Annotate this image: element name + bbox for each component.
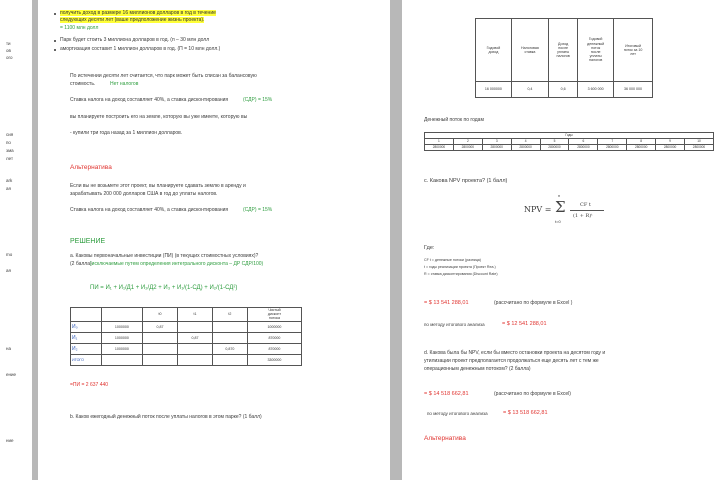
table-cell: [212, 321, 247, 332]
row-label: И₂: [71, 343, 102, 354]
question-d: утилизации проект предполагается продолжаться еще десять лет с тем же: [424, 358, 599, 364]
left-fragment: на: [6, 346, 11, 351]
table-cell: [177, 343, 212, 354]
table-cell: [143, 332, 178, 343]
table-row: [476, 82, 653, 98]
npv-result-manual: = $ 12 541 288,01: [502, 321, 547, 327]
table-cell: 9: [656, 139, 685, 145]
left-fragment: ark: [6, 178, 13, 183]
table-cell: t1: [177, 308, 212, 322]
table-cell: 10: [685, 139, 714, 145]
table-cell: Чистый дисконт потока: [247, 308, 301, 322]
table-cell: 1000000: [101, 332, 142, 343]
pi-result: =ПИ = 2 637 440: [70, 382, 109, 388]
table-row: [425, 145, 714, 151]
table-cell: 2800000: [540, 145, 569, 151]
npv-method-label: по методу итогового анализа: [424, 322, 485, 327]
section-heading-alternative: Альтернатива: [70, 164, 112, 171]
bullet-dot: [54, 13, 56, 15]
cashflow-params-table: [475, 18, 653, 98]
table-cell: 7: [598, 139, 627, 145]
left-fragment: зма: [6, 148, 14, 153]
paragraph-line: стоимость.: [70, 81, 96, 87]
table-cell: 0,870: [212, 343, 247, 354]
bullet-text: Парк будет стоить 3 миллиона долларов в год. (п – 30 млн долл: [60, 37, 210, 43]
table-cell: 16 000000: [476, 82, 512, 98]
paragraph-line: зарабатывать 200 000 долларов США в год до уплаты налогов.: [70, 191, 218, 197]
table-cell: 2800000: [569, 145, 598, 151]
left-fragment: mo: [6, 252, 13, 257]
left-page-fragment: [0, 0, 32, 480]
npv-lower-limit: t=0: [555, 219, 561, 224]
table-cell: 1000000: [101, 343, 142, 354]
paragraph-rate: (СДР) = 15%: [243, 207, 273, 213]
left-fragment: ого: [6, 55, 13, 60]
bullet-dot: [54, 49, 56, 51]
bullet-note: = 1100 млн долл: [60, 25, 99, 31]
table-cell: 8: [627, 139, 656, 145]
left-fragment: ая: [6, 186, 11, 191]
npv-result-excel: = $ 13 541 288,01: [424, 300, 469, 306]
row-label: И₀: [71, 321, 102, 332]
table-cell: [212, 354, 247, 365]
left-fragment: ти: [6, 41, 11, 46]
investment-table: [70, 307, 302, 366]
paragraph-line: Если вы не возьмете этот проект, вы планируете сдавать землю в аренду и: [70, 183, 246, 189]
left-fragment: ние: [6, 438, 14, 443]
bullet-text-highlight: следующих десяти лет (ваше предположение жизнь проекта).: [60, 17, 205, 23]
table-cell: [101, 308, 142, 322]
table-cell: [143, 354, 178, 365]
left-fragment: сия: [6, 132, 14, 137]
definition-line: CF t = денежные потоки (разница): [424, 258, 481, 262]
table-cell: [212, 332, 247, 343]
where-label: Где:: [424, 245, 435, 251]
table-cell: 36 000 000: [614, 82, 653, 98]
table-cell: Налоговая ставка: [511, 19, 548, 82]
paragraph-rate: (СДР) = 15%: [243, 97, 273, 103]
table-cell: [143, 343, 178, 354]
left-fragment: лет: [6, 156, 14, 161]
bullet-dot: [54, 40, 56, 42]
table-cell: 870000: [247, 343, 301, 354]
question-d: d. Какова была бы NPV, если бы вместо остановки проекта на десятом году и: [424, 350, 606, 356]
table-row: [71, 343, 302, 354]
npv-d-result-manual: = $ 13 518 662,81: [503, 410, 548, 416]
table-cell: Итоговый поток за 10 лет: [614, 19, 653, 82]
table-cell: [177, 321, 212, 332]
document-page-main: [38, 0, 390, 480]
question-c: c. Какова NPV проекта? (1 балл): [424, 178, 508, 184]
npv-numerator: CF t: [580, 202, 591, 208]
bullet-text: амортизация составит 1 миллион долларов в год. (П = 10 млн долл.): [60, 46, 221, 52]
npv-denominator: (1 + R)ᵗ: [573, 213, 593, 219]
npv-d-result-note: (рассчитано по формуле в Excel): [494, 391, 571, 397]
table-cell: Годовой доход: [476, 19, 512, 82]
table-cell: 870000: [247, 332, 301, 343]
table-cell: [177, 354, 212, 365]
sigma-icon: Σ: [555, 198, 566, 216]
flows-title: Денежный поток по годам: [424, 117, 484, 123]
definition-line: R = ставка дисконтирования (Discount Rate): [424, 272, 498, 276]
table-cell: 0,87: [177, 332, 212, 343]
table-cell: 3: [482, 139, 511, 145]
question-a-hint: (исключаемые путем определения интегрального дисконта – ДР СДР/100): [90, 261, 264, 267]
document-page-right: [402, 0, 720, 480]
table-cell: 1000000: [247, 321, 301, 332]
table-cell: 2800000: [627, 145, 656, 151]
table-cell: [101, 354, 142, 365]
paragraph-note: Нет налогов: [110, 81, 139, 87]
section-heading-alternative: Альтернатива: [424, 435, 466, 442]
npv-upper-limit: n: [558, 193, 561, 198]
bullet-text-highlight: получить доход в размере 16 миллионов долларов в год в течение: [60, 10, 216, 16]
table-header-row: [476, 19, 653, 82]
table-cell: 0,6: [549, 82, 578, 98]
table-cell: 2800000: [656, 145, 685, 151]
table-cell: 1000000: [101, 321, 142, 332]
paragraph-line: Ставка налога на доход составляет 40%, а ставка дисконтирования: [70, 207, 229, 213]
npv-d-method-label: по методу итогового анализа: [427, 411, 488, 416]
yearly-flows-table: [424, 132, 714, 151]
section-heading-solution: РЕШЕНИЕ: [70, 238, 106, 245]
row-label: И₁: [71, 332, 102, 343]
question-a: а. Каковы первоначальные инвестиции (ПИ) (в текущих стоимостных условиях)?: [70, 253, 259, 259]
table-header-row: [71, 308, 302, 322]
table-cell: Годовой денежный поток после уплаты налогов: [578, 19, 614, 82]
fraction-line: [570, 210, 604, 211]
table-row: [71, 321, 302, 332]
question-a-points: (2 балла): [70, 261, 92, 267]
table-cell: t2: [212, 308, 247, 322]
left-fragment: по: [6, 140, 11, 145]
table-cell: 3300000: [247, 354, 301, 365]
table-cell: 2800000: [482, 145, 511, 151]
table-cell: 5: [540, 139, 569, 145]
table-cell: 3 600 000: [578, 82, 614, 98]
table-cell: 4: [511, 139, 540, 145]
paragraph-line: вы планируете построить его на земле, которую вы уже имеете, которую вы: [70, 114, 248, 120]
table-cell: 6: [569, 139, 598, 145]
definition-line: t = годы реализации проекта (Проект Rea.): [424, 265, 496, 269]
question-b: b. Каков ежегодный денежный поток после уплаты налогов в этом парке? (1 балл): [70, 414, 262, 420]
table-cell: Годы: [425, 133, 714, 139]
table-cell: 1: [425, 139, 454, 145]
paragraph-line: - купили три года назад за 1 миллион долларов.: [70, 130, 183, 136]
table-cell: 2800000: [453, 145, 482, 151]
table-cell: 2800000: [685, 145, 714, 151]
table-cell: 2800000: [425, 145, 454, 151]
left-fragment: ение: [6, 372, 17, 377]
left-fragment: ая: [6, 268, 11, 273]
table-cell: 2: [453, 139, 482, 145]
table-cell: [71, 308, 102, 322]
row-label: ИТОГО: [71, 354, 102, 365]
left-fragment: ов: [6, 48, 11, 53]
table-cell: 0,87: [143, 321, 178, 332]
table-cell: 0,4: [511, 82, 548, 98]
table-cell: 2800000: [598, 145, 627, 151]
table-cell: 2800000: [511, 145, 540, 151]
table-cell: t0: [143, 308, 178, 322]
paragraph-line: Ставка налога на доход составляет 40%, а ставка дисконтирования: [70, 97, 229, 103]
paragraph-line: По истечении десяти лет считается, что парк может быть списан за балансовую: [70, 73, 257, 79]
table-cell: Доход после уплаты налогов: [549, 19, 578, 82]
table-row: [71, 332, 302, 343]
npv-d-result-excel: = $ 14 518 662,81: [424, 391, 469, 397]
npv-result-note: (рассчитано по формуле в Excel ): [494, 300, 573, 306]
npv-label: NPV =: [524, 205, 552, 214]
investment-formula: ПИ = И₁ + И₁/Д1 + И₂/Д2 + И₃ + И₁/(1-СД) + И₂/(1-СД²): [90, 285, 238, 291]
question-d: операционным денежным потоком? (2 балла): [424, 366, 531, 372]
table-row-total: [71, 354, 302, 365]
